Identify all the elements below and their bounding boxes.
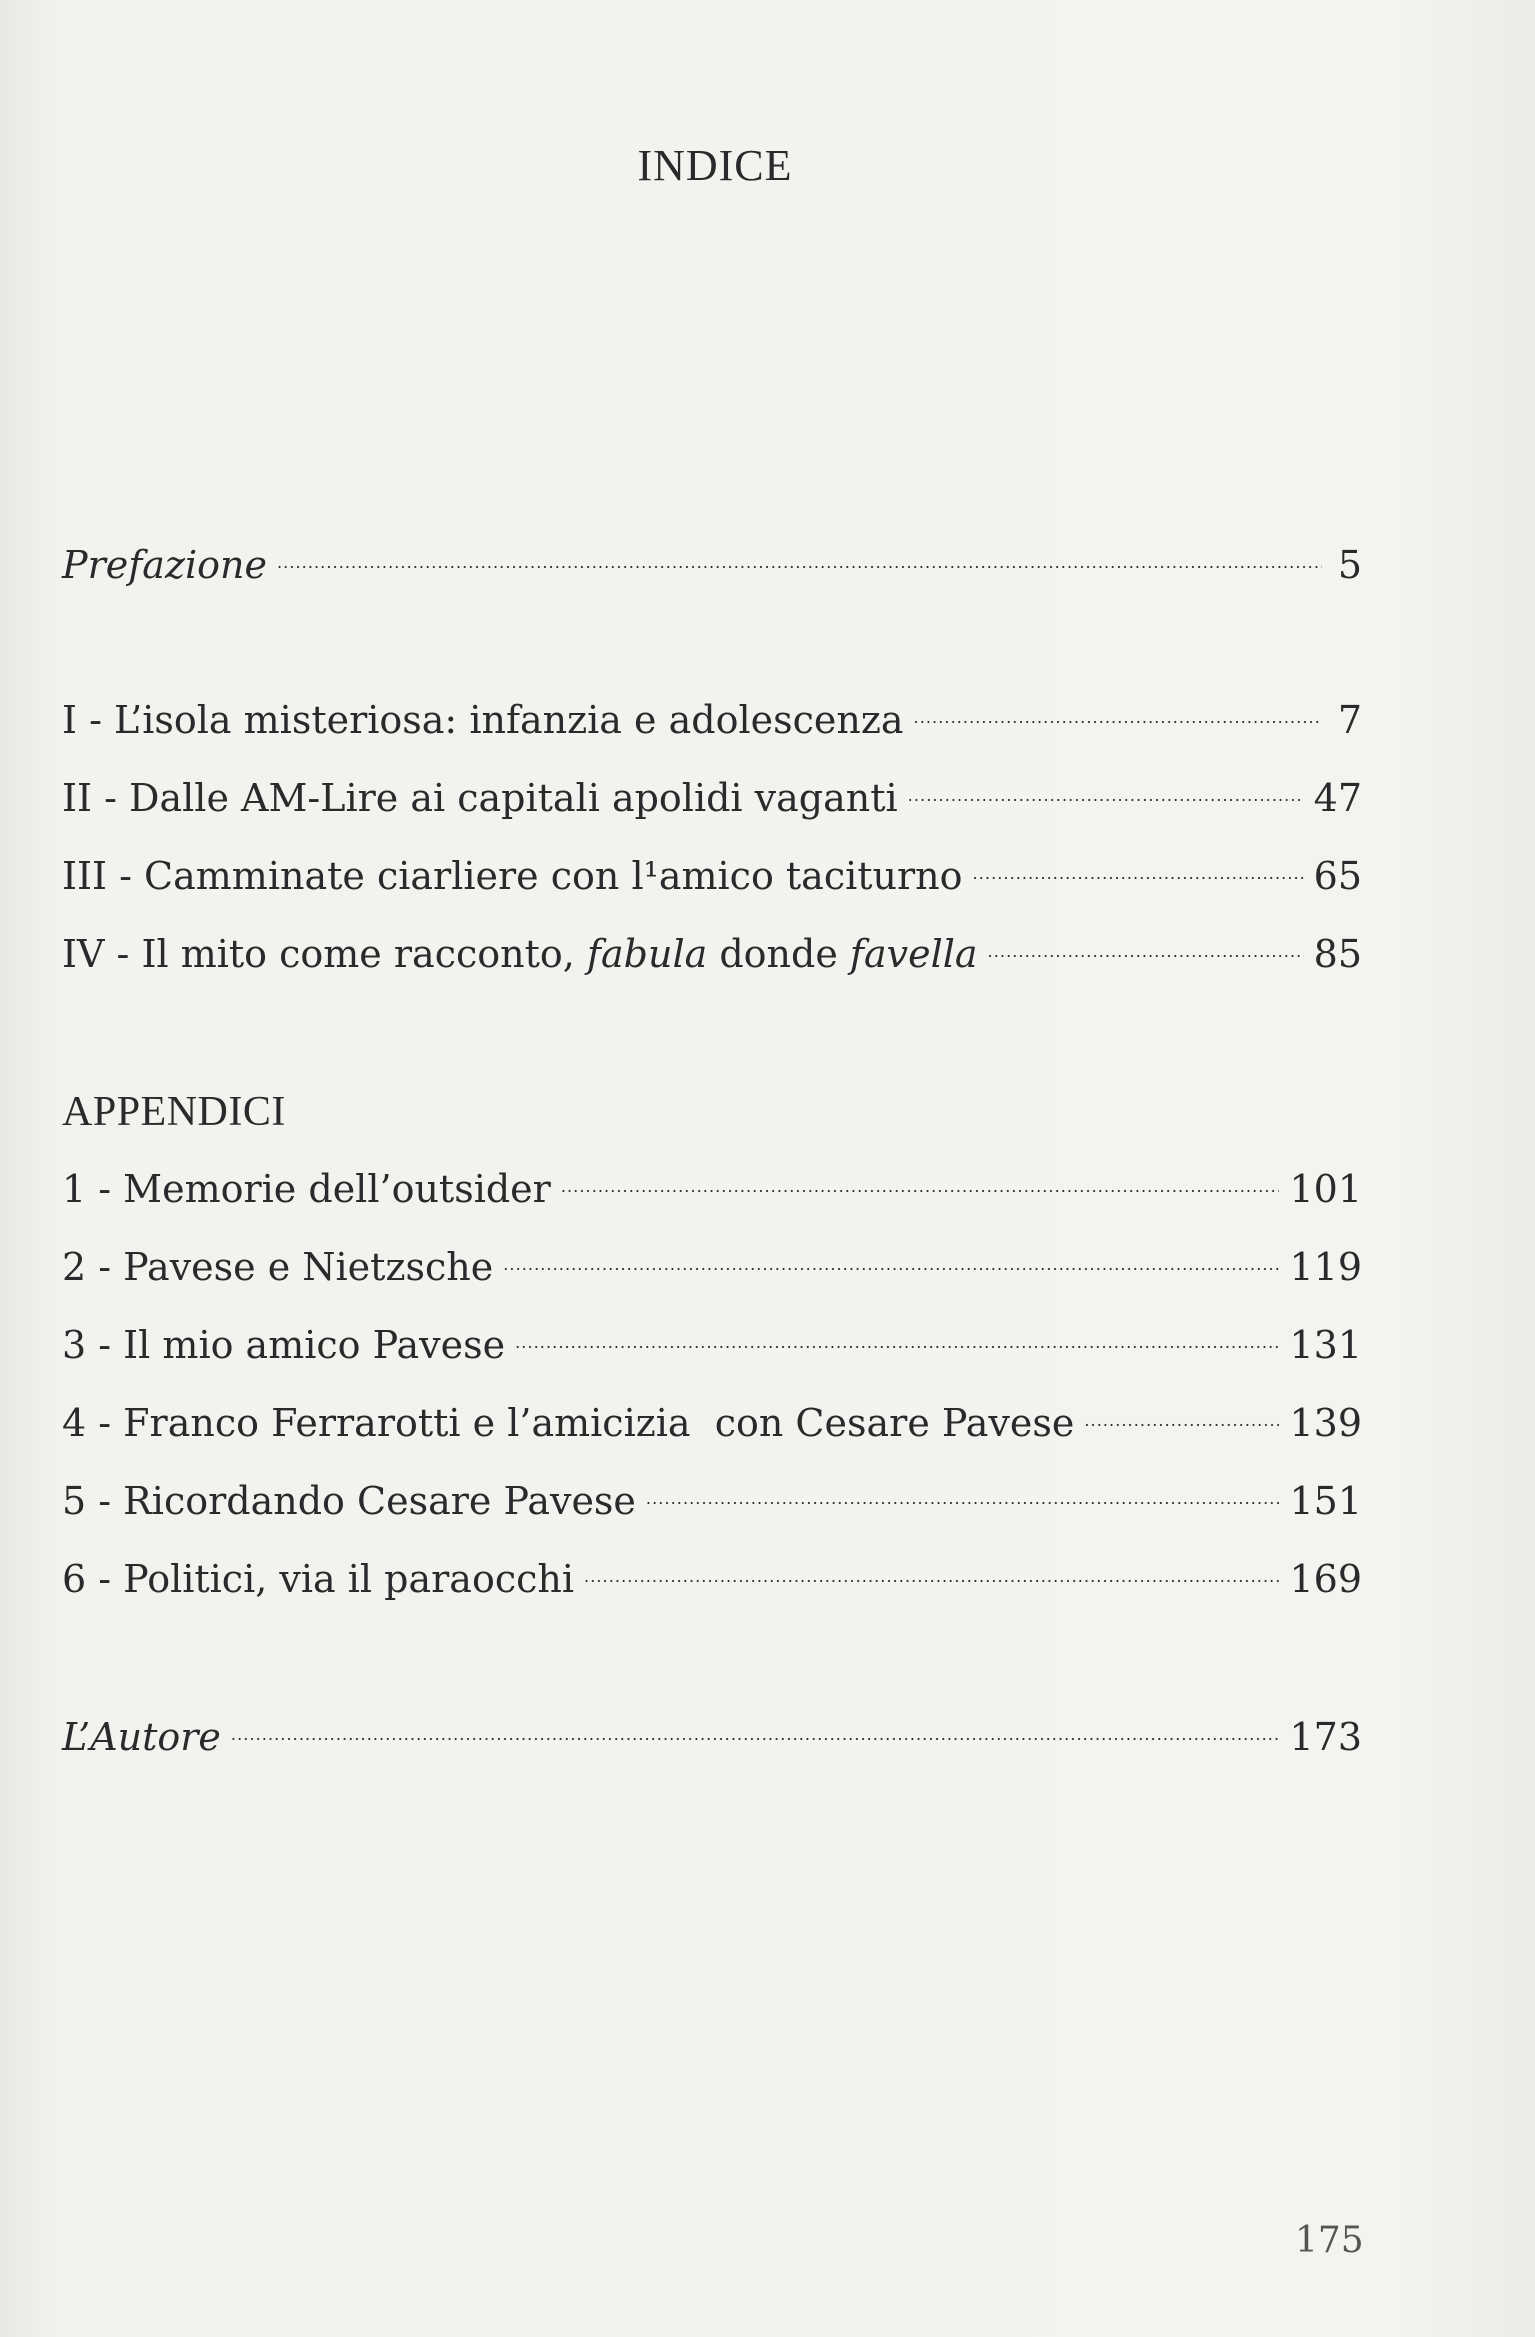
toc-entry-page: 101 [1289, 1167, 1362, 1211]
title-part: donde [707, 932, 850, 976]
leader-dots [503, 1242, 1279, 1280]
toc-entry-chapter-3 [62, 851, 1362, 911]
toc-entry-title: 6 - Politici, via il paraocchi [62, 1557, 575, 1601]
toc-entry-appendix-2 [62, 1242, 1362, 1302]
leader-dots [231, 1712, 1280, 1750]
toc-entry-page: 169 [1289, 1557, 1362, 1601]
toc-entry-title: 1 - Memorie dell’outsider [62, 1167, 551, 1211]
leader-dots [908, 773, 1304, 811]
toc-entry-title: II - Dalle AM-Lire ai capitali apolidi vaganti [62, 776, 898, 820]
leader-dots [646, 1476, 1280, 1514]
toc-entry-page: 119 [1289, 1245, 1362, 1289]
toc-entry-title: L’Autore [62, 1715, 221, 1759]
leader-dots [277, 540, 1322, 578]
toc-entry-title: 3 - Il mio amico Pavese [62, 1323, 506, 1367]
toc-entry-page: 65 [1313, 854, 1362, 898]
toc-entry-chapter-2 [62, 773, 1362, 833]
toc-entry-page: 131 [1289, 1323, 1362, 1367]
toc-entry-page: 47 [1313, 776, 1362, 820]
leader-dots [973, 851, 1304, 889]
toc-entry-title: Prefazione [62, 543, 267, 587]
toc-entry-prefazione [62, 540, 1362, 600]
toc-entry-appendix-1 [62, 1164, 1362, 1224]
toc-entry-appendix-3 [62, 1320, 1362, 1380]
leader-dots [561, 1164, 1280, 1202]
leader-dots [584, 1554, 1279, 1592]
toc-entry-page: 7 [1337, 698, 1362, 742]
toc-entry-page: 139 [1289, 1401, 1362, 1445]
toc-entry-page: 151 [1289, 1479, 1362, 1523]
toc-entry-chapter-4 [62, 929, 1362, 989]
toc-entry-title [62, 932, 978, 976]
toc-entry-autore [62, 1712, 1362, 1772]
toc-entry-title: I - L’isola misteriosa: infanzia e adolescenza [62, 698, 904, 742]
toc-entry-appendix-5 [62, 1476, 1362, 1536]
toc-entry-title: 2 - Pavese e Nietzsche [62, 1245, 494, 1289]
toc-entry-title: 5 - Ricordando Cesare Pavese [62, 1479, 636, 1523]
toc-entry-appendix-6 [62, 1554, 1362, 1614]
leader-dots [914, 695, 1322, 733]
toc-entry-page: 5 [1337, 543, 1362, 587]
toc-entry-appendix-4 [62, 1398, 1362, 1458]
title-italic-favella: favella [849, 932, 978, 976]
toc-entry-page: 173 [1289, 1715, 1362, 1759]
toc-entry-title: 4 - Franco Ferrarotti e l’amicizia con Cesare Pavese [62, 1401, 1075, 1445]
page-number: 175 [1295, 2220, 1364, 2261]
title-italic-fabula: fabula [586, 932, 708, 976]
leader-dots [515, 1320, 1279, 1358]
page-title: INDICE [637, 141, 793, 190]
title-part: IV - Il mito come racconto, [62, 932, 587, 976]
appendici-heading: APPENDICI [62, 1089, 286, 1135]
toc-entry-page: 85 [1313, 932, 1362, 976]
leader-dots [1084, 1398, 1279, 1436]
leader-dots [988, 929, 1304, 967]
toc-entry-title: III - Camminate ciarliere con l¹amico taciturno [62, 854, 963, 898]
toc-entry-chapter-1 [62, 695, 1362, 755]
